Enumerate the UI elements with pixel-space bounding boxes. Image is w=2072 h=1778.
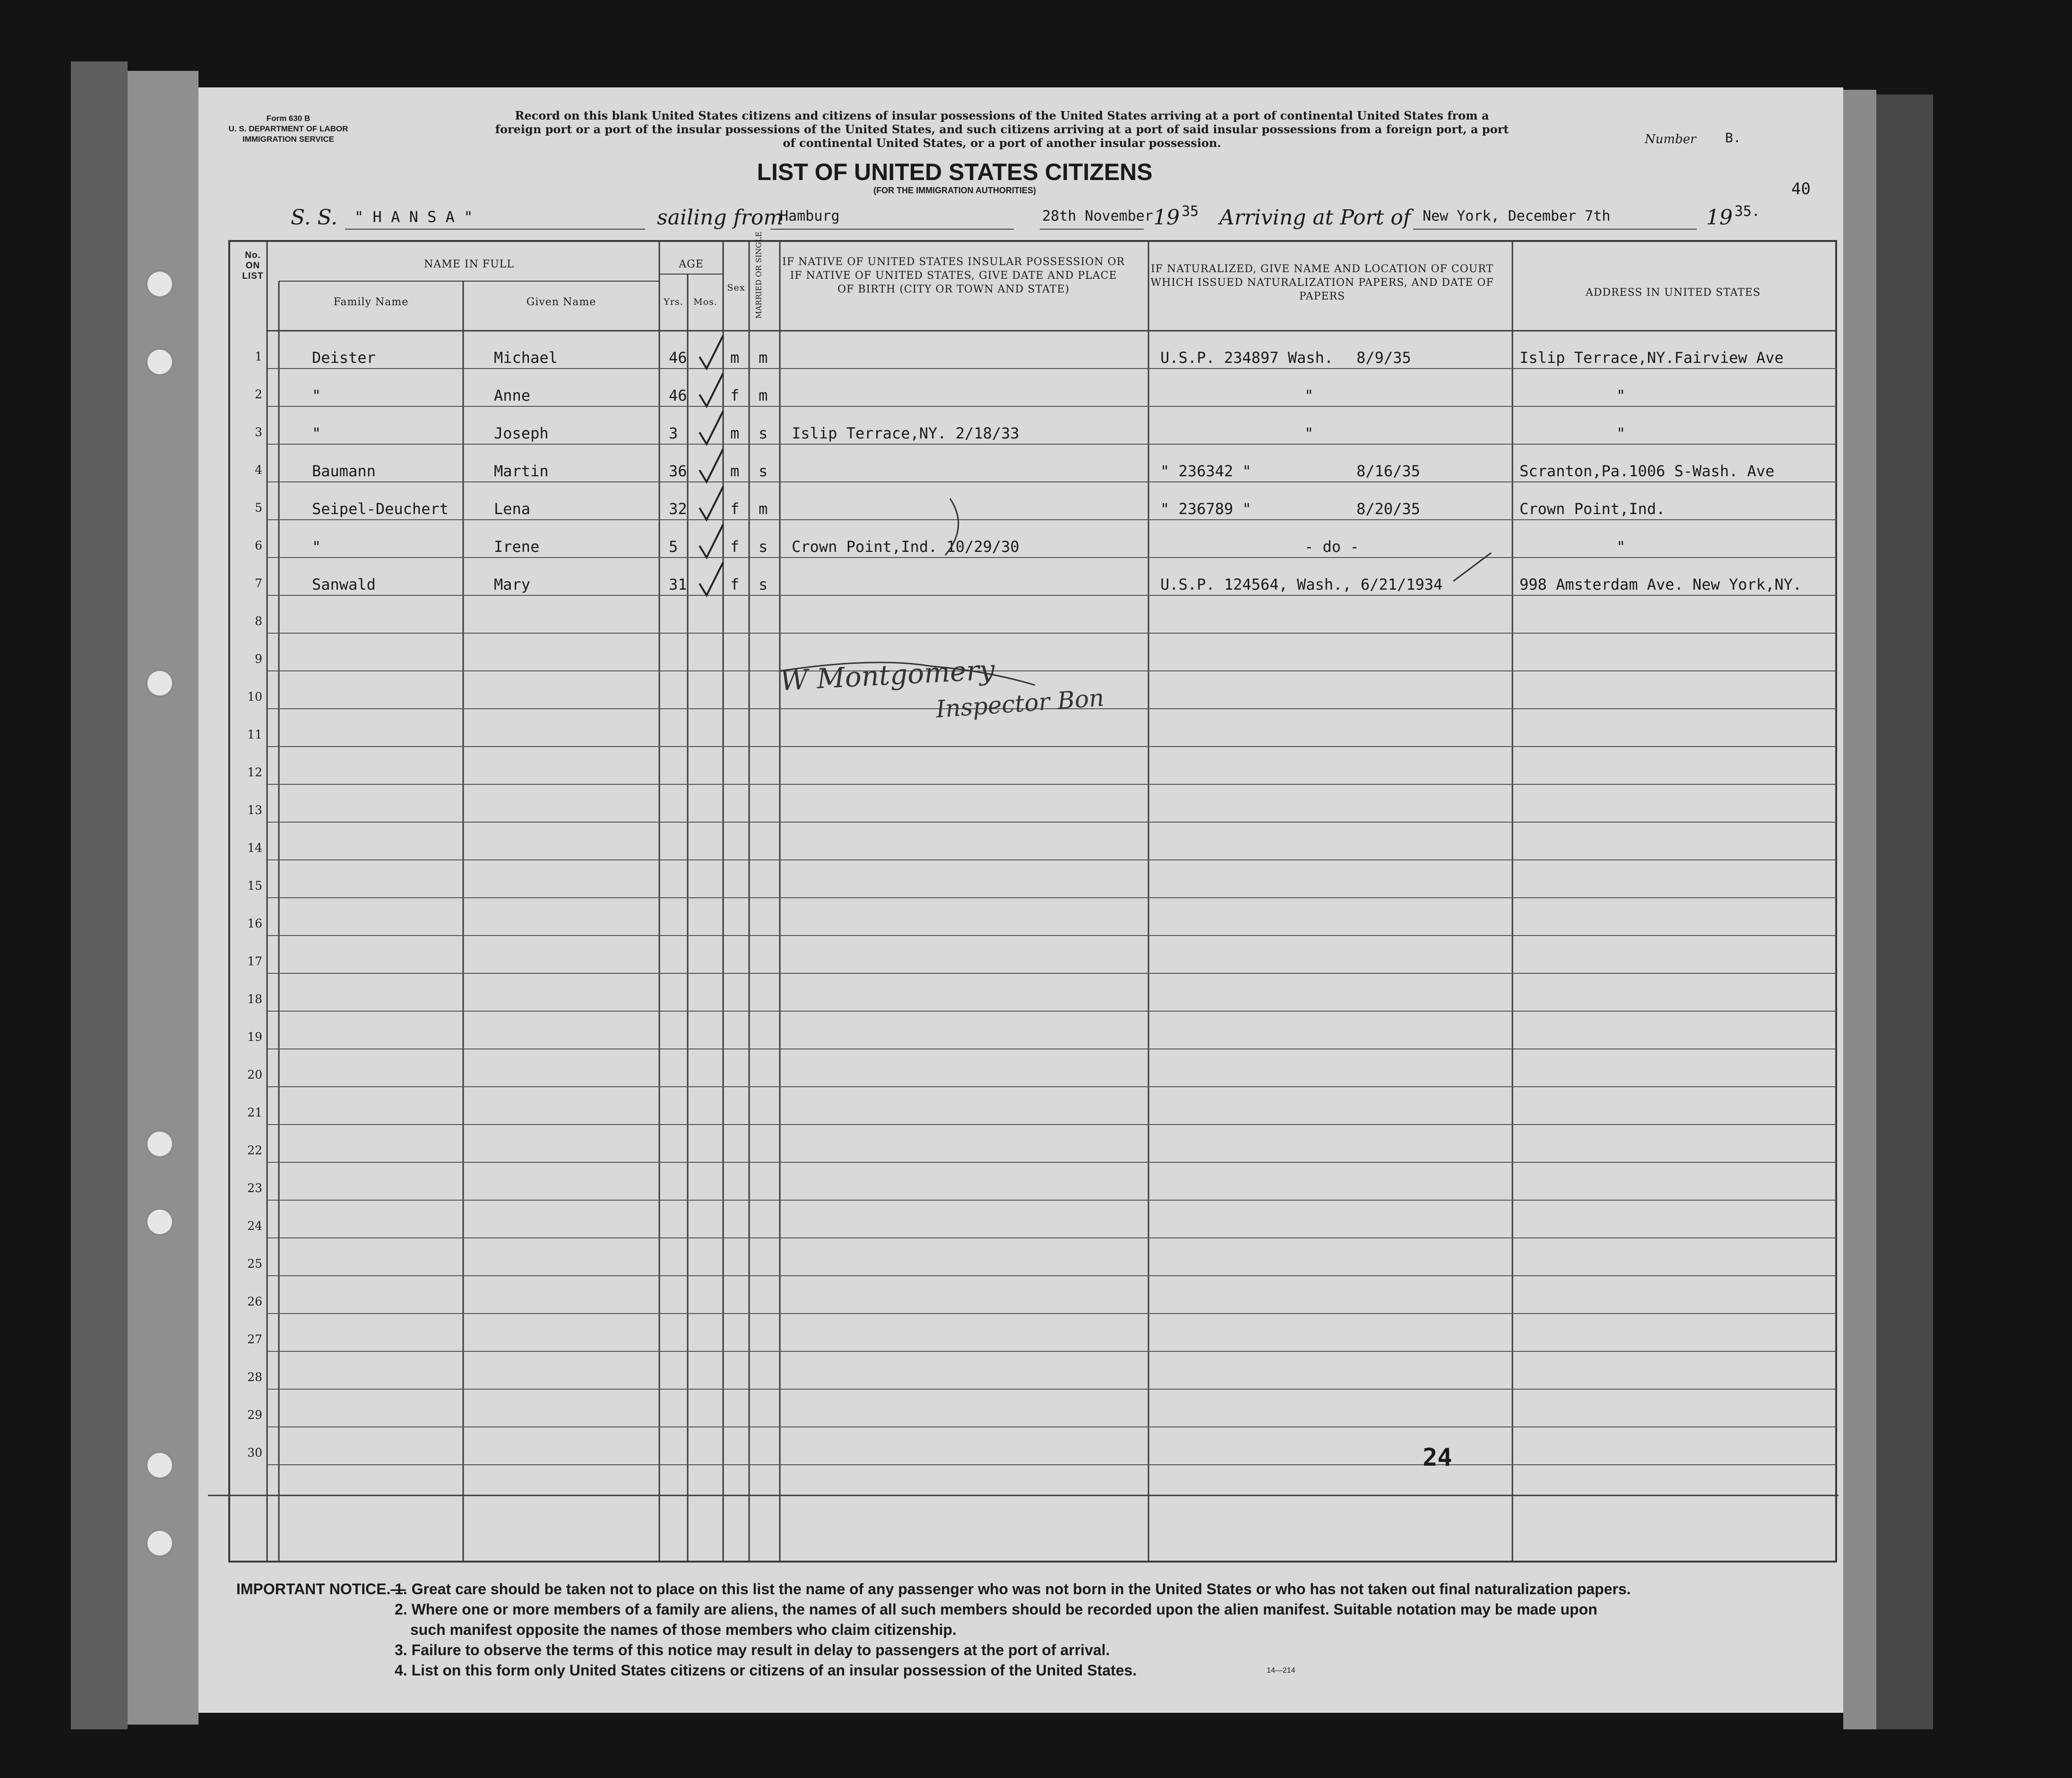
header-family-name: Family Name <box>333 296 409 308</box>
notice-line-2: 2. Where one or more members of a family are aliens, the names of all such members should be recorded upon the alien manifest. Suitable notation may be made upon <box>395 1601 1597 1618</box>
row-number: 4 <box>255 463 262 477</box>
binder-hole <box>147 671 172 696</box>
row-number: 2 <box>255 387 262 401</box>
sex-cell: f <box>730 575 740 593</box>
naturalization-date-cell: 8/16/35 <box>1356 462 1420 480</box>
year-prefix-1: 19 <box>1153 206 1180 230</box>
family-name-cell: Seipel-Deuchert <box>312 500 449 518</box>
header-mos: Mos. <box>693 297 717 307</box>
age-years-cell: 3 <box>669 424 678 442</box>
print-code: 14—214 <box>1267 1666 1295 1675</box>
handwritten-marks <box>199 87 1843 1713</box>
sex-cell: m <box>730 349 740 367</box>
signature-title: Inspector Bon <box>935 684 1105 723</box>
arriving-label: Arriving at Port of <box>1219 206 1411 230</box>
row-number: 5 <box>255 501 262 515</box>
row-number: 27 <box>247 1332 262 1346</box>
age-years-cell: 46 <box>669 349 687 367</box>
header-naturalized: IF NATURALIZED, GIVE NAME AND LOCATION OF COURT WHICH ISSUED NATURALIZATION PAPERS, AND DATE OF PAPERS <box>1150 263 1494 302</box>
number-label: Number <box>1645 132 1696 146</box>
header-age: AGE <box>679 258 704 270</box>
family-name-cell: " <box>312 538 321 556</box>
left-binding-band <box>71 61 128 1729</box>
ss-label: S. S. <box>291 206 338 230</box>
header-yrs: Yrs. <box>664 297 683 307</box>
binder-hole <box>147 1531 172 1555</box>
row-number: 1 <box>255 350 262 363</box>
binder-hole <box>147 1453 172 1477</box>
binder-hole <box>147 350 172 374</box>
naturalization-date-cell: 8/9/35 <box>1356 349 1411 367</box>
date-from: 28th November <box>1042 208 1153 224</box>
row-number: 22 <box>247 1143 262 1157</box>
row-number: 21 <box>247 1106 262 1119</box>
right-page-edge <box>1843 90 1876 1729</box>
port-to: New York, December 7th <box>1423 208 1611 224</box>
form-subtitle: (FOR THE IMMIGRATION AUTHORITIES) <box>873 186 1036 195</box>
port-from: Hamburg <box>780 208 840 224</box>
department: U. S. DEPARTMENT OF LABOR <box>228 124 348 133</box>
header-no-on-list: No. ON LIST <box>242 250 264 281</box>
year-prefix-2: 19 <box>1706 206 1733 230</box>
row-number: 14 <box>247 841 262 855</box>
stamp-number: 24 <box>1423 1443 1452 1472</box>
notice-line-4: 3. Failure to observe the terms of this notice may result in delay to passengers at the port of arrival. <box>395 1641 1110 1658</box>
row-number: 8 <box>255 614 262 628</box>
row-number: 6 <box>255 539 262 552</box>
naturalization-cell: U.S.P. 124564, Wash., 6/21/1934 <box>1160 575 1443 593</box>
notice-line-3: such manifest opposite the names of those members who claim citizenship. <box>410 1621 957 1638</box>
check-mark <box>699 373 723 406</box>
marital-status-cell: m <box>759 387 768 404</box>
notice-line-5: 4. List on this form only United States citizens or citizens of an insular possession of the United States. <box>395 1662 1137 1679</box>
naturalization-cell: " 236789 " <box>1160 500 1252 518</box>
row-number: 15 <box>247 879 262 893</box>
marital-status-cell: m <box>759 349 768 367</box>
address-cell: " <box>1616 387 1626 404</box>
address-cell: 998 Amsterdam Ave. New York,NY. <box>1519 575 1802 593</box>
row-number: 26 <box>247 1295 262 1308</box>
sex-cell: f <box>730 387 740 404</box>
row-number: 3 <box>255 425 262 439</box>
manifest-page <box>199 87 1843 1713</box>
naturalization-cell: " <box>1304 424 1314 442</box>
binder-hole <box>147 272 172 296</box>
naturalization-cell: " 236342 " <box>1160 462 1252 480</box>
row-number: 30 <box>247 1446 262 1460</box>
service: IMMIGRATION SERVICE <box>242 135 334 144</box>
row-number: 24 <box>247 1219 262 1233</box>
marital-status-cell: s <box>759 575 768 593</box>
naturalization-cell: - do - <box>1304 538 1359 556</box>
row-number: 19 <box>247 1030 262 1044</box>
address-cell: " <box>1616 424 1626 442</box>
header-name-in-full: NAME IN FULL <box>424 258 514 270</box>
year-suffix-1: 35 <box>1182 203 1199 220</box>
instruction-line: foreign port or a port of the insular possessions of the United States, and such citizens arriving at a port of said insular possessions from a foreign port, a port <box>495 122 1509 136</box>
address-cell: Islip Terrace,NY.Fairview Ave <box>1519 349 1784 367</box>
binder-hole <box>147 1132 172 1156</box>
header-address: ADDRESS IN UNITED STATES <box>1585 287 1761 299</box>
header-native: IF NATIVE OF UNITED STATES INSULAR POSSESSION OR IF NATIVE OF UNITED STATES, GIVE DATE AND PLACE OF BIRTH (CITY OR TOWN AND STATE) <box>782 256 1125 295</box>
row-number: 25 <box>247 1257 262 1271</box>
age-years-cell: 46 <box>669 387 687 404</box>
family-name-cell: " <box>312 424 321 442</box>
age-years-cell: 5 <box>669 538 678 556</box>
naturalization-cell: U.S.P. 234897 Wash. <box>1160 349 1334 367</box>
check-mark <box>699 487 723 520</box>
family-name-cell: " <box>312 387 321 404</box>
given-name-cell: Martin <box>494 462 549 480</box>
sailing-label: sailing from <box>657 206 784 230</box>
binder-hole <box>147 1210 172 1234</box>
row-number: 11 <box>247 728 262 741</box>
check-mark <box>699 562 723 595</box>
age-years-cell: 31 <box>669 575 687 593</box>
header-married: MARRIED OR SINGLE <box>754 231 763 319</box>
given-name-cell: Lena <box>494 500 531 518</box>
given-name-cell: Irene <box>494 538 540 556</box>
header-given-name: Given Name <box>526 296 596 308</box>
given-name-cell: Joseph <box>494 424 549 442</box>
number-value: B. <box>1725 130 1741 146</box>
given-name-cell: Michael <box>494 349 558 367</box>
marital-status-cell: s <box>759 538 768 556</box>
row-number: 17 <box>247 954 262 968</box>
ditto-stroke <box>1453 553 1491 581</box>
row-number: 29 <box>247 1408 262 1422</box>
page-number: 40 <box>1791 180 1811 198</box>
naturalization-cell: " <box>1304 387 1314 404</box>
row-number: 16 <box>247 917 262 930</box>
check-mark <box>699 411 723 444</box>
birthplace-cell: Crown Point,Ind. 10/29/30 <box>792 538 1019 556</box>
family-name-cell: Deister <box>312 349 376 367</box>
marital-status-cell: s <box>759 462 768 480</box>
sex-cell: m <box>730 462 740 480</box>
row-number: 7 <box>255 576 262 590</box>
address-cell: Scranton,Pa.1006 S-Wash. Ave <box>1519 462 1775 480</box>
sex-cell: m <box>730 424 740 442</box>
address-cell: " <box>1616 538 1626 556</box>
given-name-cell: Anne <box>494 387 531 404</box>
instruction-line: of continental United States, or a port of another insular possession. <box>783 136 1221 150</box>
age-years-cell: 36 <box>669 462 687 480</box>
year-suffix-2: 35. <box>1735 203 1761 220</box>
form-number: Form 630 B <box>266 114 311 123</box>
given-name-cell: Mary <box>494 575 531 593</box>
naturalization-date-cell: 8/20/35 <box>1356 500 1420 518</box>
check-mark <box>699 524 723 558</box>
row-number: 28 <box>247 1370 262 1384</box>
ship-name: " H A N S A " <box>354 208 473 226</box>
sex-cell: f <box>730 500 740 518</box>
pencil-mark <box>945 498 958 555</box>
sex-cell: f <box>730 538 740 556</box>
check-mark <box>699 449 723 482</box>
family-name-cell: Baumann <box>312 462 376 480</box>
row-number: 23 <box>247 1181 262 1195</box>
family-name-cell: Sanwald <box>312 575 376 593</box>
notice-line-1: 1. Great care should be taken not to place on this list the name of any passenger who was not born in the United States or who has not taken out final naturalization papers. <box>395 1580 1631 1598</box>
right-binding-band <box>1867 94 1933 1729</box>
marital-status-cell: m <box>759 500 768 518</box>
notice-heading: IMPORTANT NOTICE.— <box>236 1580 406 1598</box>
form-title: LIST OF UNITED STATES CITIZENS <box>757 159 1153 185</box>
row-number: 9 <box>255 652 262 666</box>
age-years-cell: 32 <box>669 500 687 518</box>
marital-status-cell: s <box>759 424 768 442</box>
row-number: 13 <box>247 803 262 817</box>
check-mark <box>699 335 723 369</box>
row-number: 20 <box>247 1068 262 1082</box>
row-number: 10 <box>247 690 262 704</box>
birthplace-cell: Islip Terrace,NY. 2/18/33 <box>792 424 1019 442</box>
header-sex: Sex <box>727 283 745 293</box>
row-number: 12 <box>247 765 262 779</box>
signature-name: W Montgomery <box>779 653 996 697</box>
instruction-line: Record on this blank United States citizens and citizens of insular possessions of the United States arriving at a port of continental United States from a <box>515 109 1489 122</box>
address-cell: Crown Point,Ind. <box>1519 500 1666 518</box>
row-number: 18 <box>247 992 262 1006</box>
